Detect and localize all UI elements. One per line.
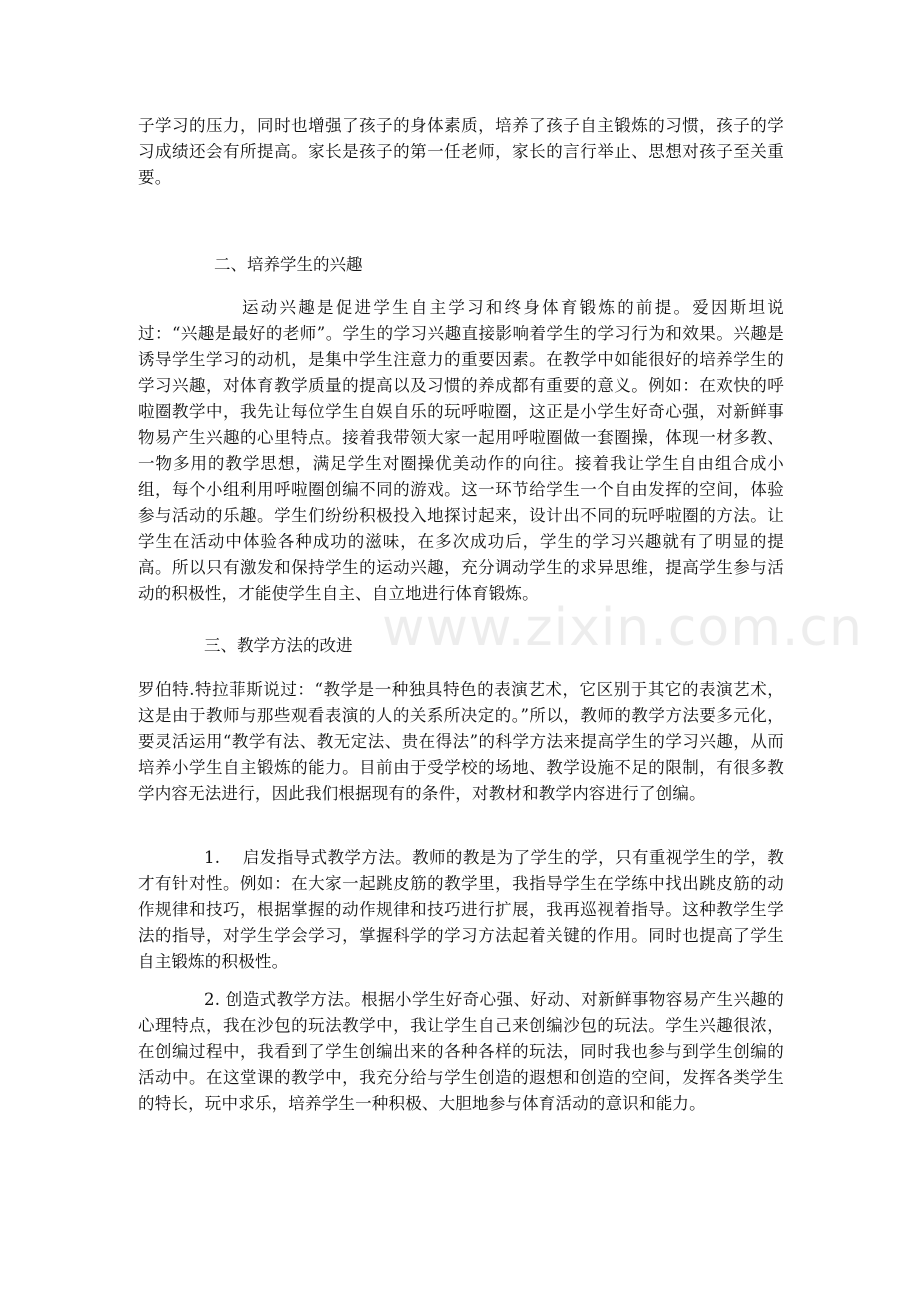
paragraph-intro-continuation: 子学习的压力，同时也增强了孩子的身体素质，培养了孩子自主锻炼的习惯，孩子的学习成绩还会有所提高。家长是孩子的第一任老师，家长的言行举止、思想对孩子至关重要。 bbox=[138, 116, 784, 187]
paragraph-method-1: 1. 启发指导式教学方法。教师的教是为了学生的学，只有重视学生的学，教才有针对性。例如：在大家一起跳皮筋的教学里，我指导学生在学练中找出跳皮筋的动作规律和技巧，根据掌握的动作规律和技巧进行扩展，我再巡视着指导。这种教学生学法的指导，对学生学会学习，掌握科学的学习方法起着关键的作用。同时也提高了学生自主锻炼的积极性。 bbox=[138, 848, 784, 971]
paragraph-methods-intro: 罗伯特.特拉菲斯说过：“教学是一种独具特色的表演艺术，它区别于其它的表演艺术，这是由于教师与那些观看表演的人的关系所决定的。”所以，教师的教学方法要多元化，要灵活运用“教学有法、教无定法、贵在得法”的科学方法来提高学生的学习兴趣，从而培养小学生自主锻炼的能力。目前由于受学校的场地、教学设施不足的限制，有很多教学内容无法进行，因此我们根据现有的条件，对教材和教学内容进行了创编。 bbox=[138, 680, 784, 803]
section-heading-methods: 三、教学方法的改进 bbox=[204, 636, 353, 655]
section-heading-interest: 二、培养学生的兴趣 bbox=[214, 255, 363, 274]
paragraph-method-2: 2. 创造式教学方法。根据小学生好奇心强、好动、对新鲜事物容易产生兴趣的心理特点，我在沙包的玩法教学中，我让学生自己来创编沙包的玩法。学生兴趣很浓，在创编过程中，我看到了学生创编出来的各种各样的玩法，同时我也参与到学生创编的活动中。在这堂课的教学中，我充分给与学生创造的遐想和创造的空间，发挥各类学生的特长，玩中求乐，培养学生一种积极、大胆地参与体育活动的意识和能力。 bbox=[138, 990, 784, 1113]
paragraph-interest: 运动兴趣是促进学生自主学习和终身体育锻炼的前提。爱因斯坦说过：“兴趣是最好的老师”。学生的学习兴趣直接影响着学生的学习行为和效果。兴趣是诱导学生学习的动机，是集中学生注意力的重要因素。在教学中如能很好的培养学生的学习兴趣，对体育教学质量的提高以及习惯的养成都有重要的意义。例如：在欢快的呼啦圈教学中，我先让每位学生自娱自乐的玩呼啦圈，这正是小学生好奇心强，对新鲜事物易产生兴趣的心里特点。接着我带领大家一起用呼啦圈做一套圈操，体现一材多教、一物多用的教学思想，满足学生对圈操优美动作的向往。接着我让学生自由组合成小组，每个小组利用呼啦圈创编不同的游戏。这一环节给学生一个自由发挥的空间，体验参与活动的乐趣。学生们纷纷积极投入地探讨起来，设计出不同的玩呼啦圈的方法。让学生在活动中体验各种成功的滋味，在多次成功后，学生的学习兴趣就有了明显的提高。所以只有激发和保持学生的运动兴趣，充分调动学生的求异思维，提高学生参与活动的积极性，才能使学生自主、自立地进行体育锻炼。 bbox=[138, 298, 784, 603]
watermark: www.zixin.com.cn bbox=[382, 598, 863, 658]
